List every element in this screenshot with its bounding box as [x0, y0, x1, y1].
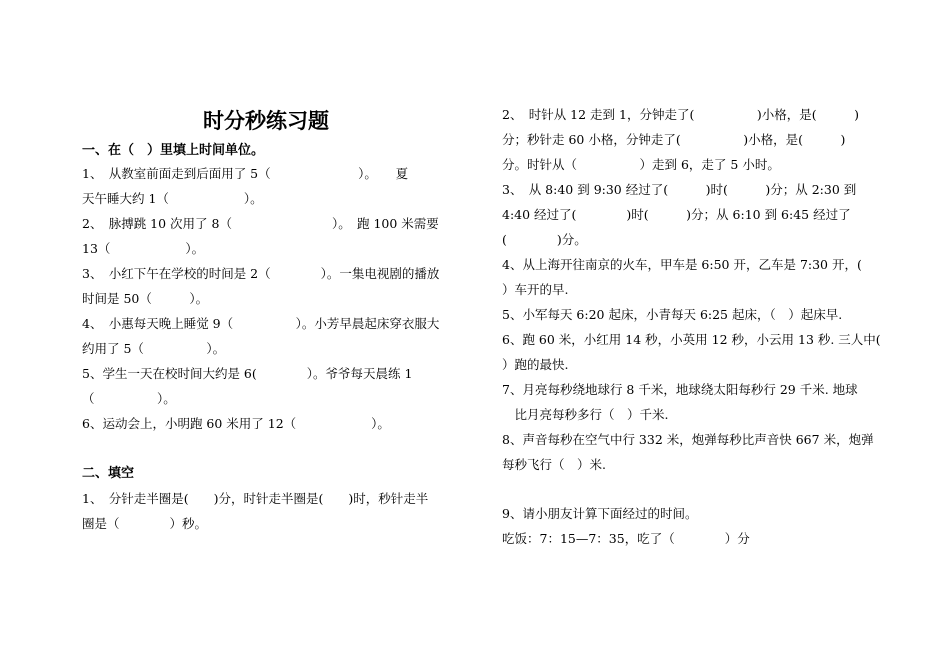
fill-q3-line-3: ( )分。 — [502, 232, 587, 247]
fill-q7-line-2: 比月亮每秒多行（ ）千米. — [502, 407, 669, 422]
fill-q9-heading: 9、请小朋友计算下面经过的时间。 — [502, 506, 698, 521]
fill-q2-line-2: 分；秒针走 60 小格，分钟走了( )小格，是( ) — [502, 132, 846, 147]
section-2-heading: 二、填空 — [82, 466, 135, 481]
q3-line-1: 3、 小红下午在学校的时间是 2（ ）。一集电视剧的播放 — [82, 266, 440, 281]
q5-line-1: 5、学生一天在校时间大约是 6( ）。爷爷每天晨练 1 — [82, 366, 413, 381]
q4-line-1: 4、 小惠每天晚上睡觉 9（ ）。小芳早晨起床穿衣服大 — [82, 316, 440, 331]
q3-line-2: 时间是 50（ ）。 — [82, 291, 209, 306]
fill-q5-line-1: 5、小军每天 6:20 起床，小青每天 6:25 起床，（ ）起床早. — [502, 307, 843, 322]
fill-q3-line-2: 4:40 经过了( )时( )分；从 6:10 到 6:45 经过了 — [502, 207, 851, 222]
fill-q4-line-1: 4、从上海开往南京的火车，甲车是 6:50 开，乙车是 7:30 开，( — [502, 257, 862, 272]
fill-q3-line-1: 3、 从 8:40 到 9:30 经过了( )时( )分；从 2:30 到 — [502, 182, 857, 197]
fill-q1-line-1: 1、 分针走半圈是( )分，时针走半圈是( )时，秒针走半 — [82, 491, 429, 506]
q5-line-2: （ ）。 — [82, 391, 176, 406]
fill-q2-line-3: 分。时针从（ ）走到 6，走了 5 小时。 — [502, 157, 780, 172]
fill-q8-line-1: 8、声音每秒在空气中行 332 米，炮弹每秒比声音快 667 米，炮弹 — [502, 432, 874, 447]
q1-line-1: 1、 从教室前面走到后面用了 5（ ）。 夏 — [82, 166, 409, 181]
fill-q6-line-1: 6、跑 60 米，小红用 14 秒，小英用 12 秒，小云用 13 秒. 三人中( — [502, 332, 881, 347]
fill-q1-line-2: 圈是（ ）秒。 — [82, 516, 208, 531]
fill-q4-line-2: ）车开的早. — [502, 282, 569, 297]
fill-q2-line-1: 2、 时针从 12 走到 1，分钟走了( )小格，是( ) — [502, 107, 859, 122]
fill-q7-line-1: 7、月亮每秒绕地球行 8 千米，地球绕太阳每秒行 29 千米. 地球 — [502, 382, 858, 397]
fill-q6-line-2: ）跑的最快. — [502, 357, 569, 372]
q2-line-1: 2、 脉搏跳 10 次用了 8（ ）。 跑 100 米需要 — [82, 216, 439, 231]
q4-line-2: 约用了 5（ ）。 — [82, 341, 226, 356]
q1-line-2: 天午睡大约 1（ ）。 — [82, 191, 263, 206]
fill-q8-line-2: 每秒飞行（ ）米. — [502, 457, 606, 472]
q2-line-2: 13（ ）。 — [82, 241, 205, 256]
fill-q9-line-1: 吃饭：7：15—7：35，吃了（ ）分 — [502, 531, 750, 546]
section-1-heading: 一、在（ ）里填上时间单位。 — [82, 143, 265, 158]
q6-line-1: 6、运动会上，小明跑 60 米用了 12（ ）。 — [82, 416, 390, 431]
page-title: 时分秒练习题 — [203, 109, 329, 133]
